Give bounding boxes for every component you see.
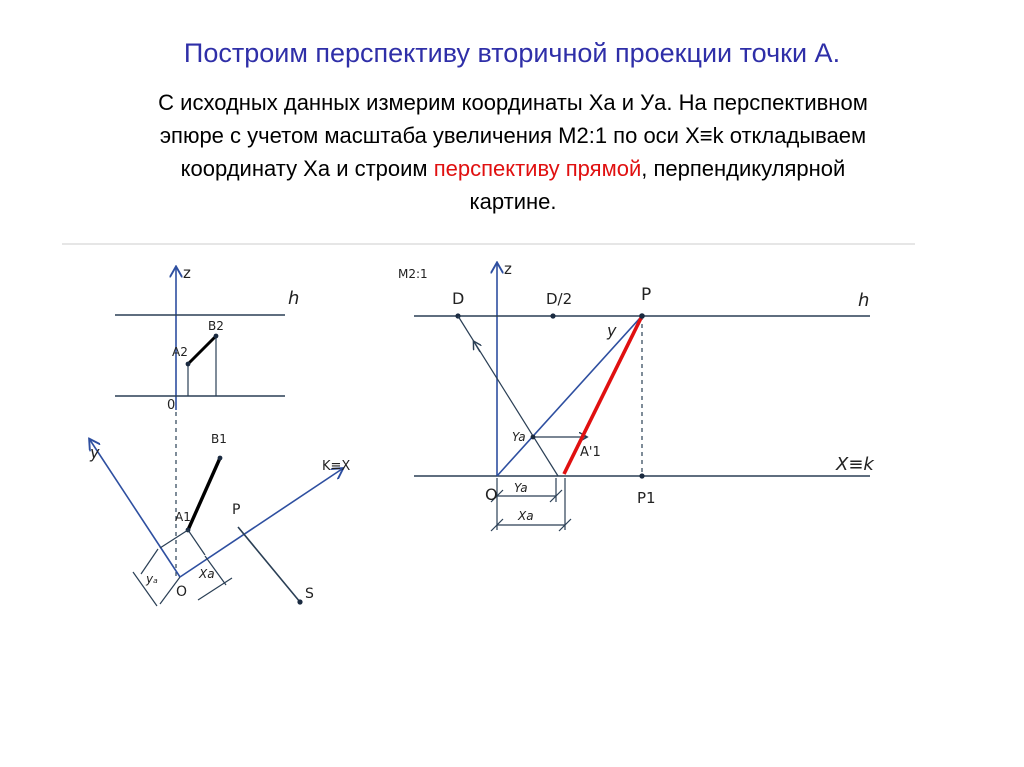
body-line-3-end: , перпендикулярной [641, 156, 846, 181]
point-s [297, 599, 302, 604]
xa-dimension-line [198, 578, 232, 600]
left-z-label: z [183, 264, 191, 282]
y-axis-right [497, 318, 640, 476]
line-from-d [458, 316, 558, 476]
label-b2: B2 [208, 319, 224, 333]
ya-dimension-label: Ya [514, 481, 528, 495]
segment-a2b2 [188, 336, 216, 364]
scale-label: M2:1 [398, 267, 428, 281]
left-diagram [89, 264, 350, 606]
arrow-on-d-line [474, 342, 480, 352]
label-a2: A2 [172, 345, 188, 359]
point-p1 [639, 473, 644, 478]
label-d: D [452, 289, 465, 308]
perspective-line-red [564, 316, 642, 474]
a1-to-y-projector [160, 530, 188, 548]
point-b2 [214, 334, 219, 339]
sight-line-ps [238, 527, 300, 602]
ya-extension-line [141, 549, 158, 574]
left-o-label: O [176, 584, 188, 600]
xa-dimension-label: Xa [518, 509, 534, 523]
label-p1: P1 [637, 489, 656, 507]
point-a2 [186, 362, 191, 367]
left-s-label: S [305, 586, 314, 602]
left-y-label: y [90, 443, 100, 462]
right-z-label: z [504, 260, 512, 278]
point-d2 [550, 313, 555, 318]
right-ya-label: Ya [512, 430, 526, 444]
left-kx-label: K≡X [322, 459, 351, 474]
segment-a1b1 [188, 458, 220, 530]
label-d2: D/2 [546, 290, 573, 308]
right-o-label: O [485, 485, 498, 504]
body-line-1: С исходных данных измерим координаты Ха и Уа. На перспективном [158, 90, 868, 115]
body-line-3-start: координату Ха и строим [180, 156, 434, 181]
left-o-upper-label: 0 [167, 398, 176, 413]
label-b1: B1 [211, 432, 227, 446]
left-xa-label: Xa [199, 567, 215, 581]
label-a1-prime: A'1 [580, 445, 601, 460]
right-h-label: h [858, 290, 870, 311]
a1-to-x-projector [188, 530, 205, 555]
right-y-label: y [607, 321, 617, 340]
k-x-axis-left [180, 469, 342, 577]
right-p-label: P [641, 285, 652, 305]
right-diagram [398, 260, 875, 531]
left-h-label: h [288, 288, 300, 309]
point-ya-on-y [531, 435, 536, 440]
body-line-4: картине. [469, 189, 557, 214]
left-p-label: P [232, 502, 241, 518]
point-b1 [218, 456, 223, 461]
left-ya-label: yₐ [146, 572, 158, 586]
point-p [639, 313, 645, 319]
highlighted-phrase: перспективу прямой [433, 156, 642, 181]
body-line-2: эпюре с учетом масштаба увеличения М2:1 по оси Х≡k откладываем [159, 123, 867, 148]
slide-title: Построим перспективу вторичной проекции точки А. [183, 38, 841, 68]
y-axis-left [90, 440, 180, 577]
right-xk-label: X≡k [836, 454, 874, 475]
label-a1: A1 [175, 510, 191, 524]
